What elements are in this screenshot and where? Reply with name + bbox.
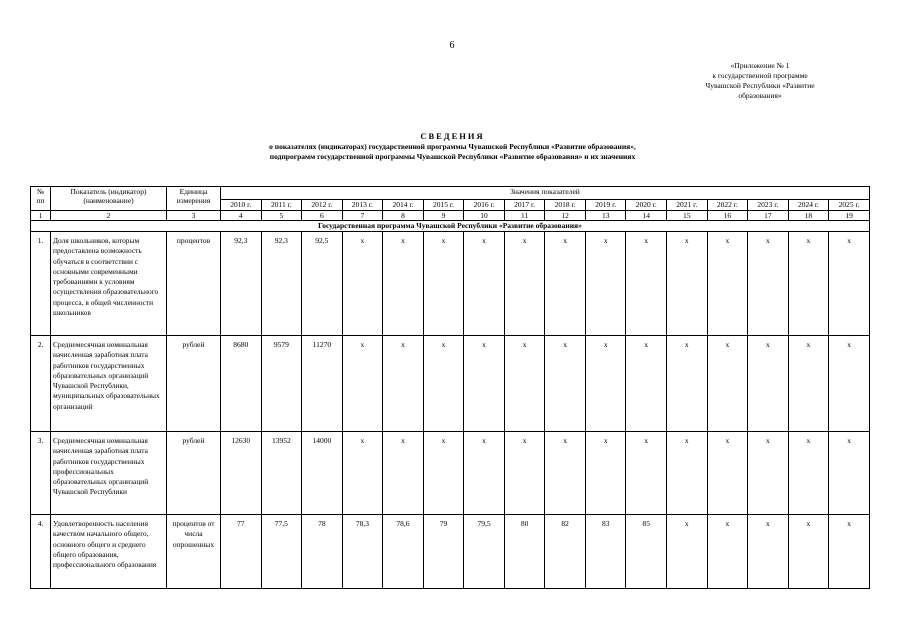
column-number: 12 [545,211,586,221]
title-line-2: подпрограмм государственной программы Чувашской Республики «Развитие образования» и их значениях [269,152,636,161]
indicator-value: 11270 [302,336,343,432]
appendix-line: образования» [738,91,782,100]
indicator-value: х [585,336,626,432]
column-number: 18 [788,211,829,221]
indicator-rows [31,232,870,589]
indicator-value: х [829,515,870,589]
indicator-value: х [464,432,505,515]
indicator-value: х [626,432,667,515]
header-row [31,187,870,200]
indicator-value: х [423,336,464,432]
indicator-unit: процентов от числа опрошенных [167,515,221,589]
year-header: 2016 г. [464,200,505,211]
indicator-value: х [342,432,383,515]
indicator-value: 12630 [221,432,262,515]
indicator-name: Доля школьников, которым предоставлена возможность обучаться в соответствии с основными современными требованиями к условиям осуществления образовательного процесса, в общей численности школьников [51,232,167,336]
indicator-value: 78,6 [383,515,424,589]
year-header: 2011 г. [261,200,302,211]
year-header: 2018 г. [545,200,586,211]
indicator-value: х [504,232,545,336]
indicator-name: Удовлетворенность населения качеством начального общего, основного общего и среднего общего образования, профессионального образования [51,515,167,589]
indicator-value: 14000 [302,432,343,515]
row-number: 3. [31,432,51,515]
table-row [31,515,870,589]
indicator-value: 9579 [261,336,302,432]
indicator-value: х [707,432,748,515]
indicator-value: х [504,432,545,515]
year-header: 2021 г. [667,200,708,211]
indicator-value: х [748,432,789,515]
indicator-value: х [626,336,667,432]
indicator-value: х [748,232,789,336]
year-header: 2015 г. [423,200,464,211]
column-number: 9 [423,211,464,221]
header-indicator: Показатель (индикатор) (наименование) [51,187,167,211]
year-header: 2010 г. [221,200,262,211]
indicator-unit: рублей [167,432,221,515]
appendix-line: Чувашской Республики «Развитие [705,81,815,90]
indicator-value: х [707,336,748,432]
page-number: 6 [449,40,455,51]
indicators-table [30,186,870,589]
indicator-value: х [545,232,586,336]
indicator-value: х [464,336,505,432]
row-number: 2. [31,336,51,432]
indicator-value: х [464,232,505,336]
indicator-value: 78 [302,515,343,589]
column-number: 10 [464,211,505,221]
column-numbers-row [31,211,870,221]
indicator-value: х [383,336,424,432]
year-header: 2024 г. [788,200,829,211]
indicator-value: х [667,432,708,515]
indicator-value: х [585,432,626,515]
indicator-value: х [707,515,748,589]
row-number: 1. [31,232,51,336]
year-header: 2025 г. [829,200,870,211]
indicator-value: х [585,232,626,336]
indicator-value: 77,5 [261,515,302,589]
year-header: 2022 г. [707,200,748,211]
indicator-unit: рублей [167,336,221,432]
column-number: 3 [167,211,221,221]
column-number: 19 [829,211,870,221]
title-main: СВЕДЕНИЯ [420,131,485,141]
header-unit: Единица измерения [167,187,221,211]
indicator-value: х [545,432,586,515]
column-number: 4 [221,211,262,221]
indicator-value: х [383,232,424,336]
column-number: 5 [261,211,302,221]
document-title [0,130,905,162]
indicator-value: 92,3 [261,232,302,336]
header-no: № пп [31,187,51,211]
year-header: 2019 г. [585,200,626,211]
table-row [31,232,870,336]
indicator-value: х [788,432,829,515]
table-row [31,336,870,432]
appendix-note [685,61,835,101]
indicator-value: 79 [423,515,464,589]
column-number: 8 [383,211,424,221]
indicator-unit: процентов [167,232,221,336]
year-header: 2012 г. [302,200,343,211]
indicator-value: х [342,232,383,336]
column-number: 16 [707,211,748,221]
indicator-value: х [748,336,789,432]
column-number: 17 [748,211,789,221]
indicator-value: х [829,232,870,336]
column-number: 6 [302,211,343,221]
indicator-value: 82 [545,515,586,589]
table-row [31,432,870,515]
indicator-value: х [504,336,545,432]
indicator-value: х [667,232,708,336]
indicator-value: х [342,336,383,432]
indicator-value: х [788,336,829,432]
header-values: Значения показателей [221,187,870,200]
column-number: 13 [585,211,626,221]
column-number: 15 [667,211,708,221]
year-header: 2013 г. [342,200,383,211]
indicator-value: х [423,232,464,336]
indicator-value: х [707,232,748,336]
indicator-value: х [626,232,667,336]
indicator-value: 85 [626,515,667,589]
indicator-value: 8680 [221,336,262,432]
indicator-value: 80 [504,515,545,589]
section-row [31,221,870,232]
indicator-value: 77 [221,515,262,589]
column-number: 7 [342,211,383,221]
indicator-value: х [545,336,586,432]
indicator-value: х [667,336,708,432]
column-number: 11 [504,211,545,221]
indicator-value: 13952 [261,432,302,515]
appendix-line: к государственной программе [712,71,808,80]
column-number: 2 [51,211,167,221]
year-header: 2014 г. [383,200,424,211]
indicator-value: 83 [585,515,626,589]
indicator-value: х [788,515,829,589]
section-title: Государственная программа Чувашской Республики «Развитие образования» [31,221,870,232]
title-line-1: о показателях (индикаторах) государственной программы Чувашской Республики «Развитие образования», [269,142,636,151]
indicator-value: 92,5 [302,232,343,336]
column-number: 14 [626,211,667,221]
indicator-value: х [829,432,870,515]
indicator-value: 78,3 [342,515,383,589]
indicator-value: х [748,515,789,589]
indicator-name: Среднемесячная номинальная начисленная заработная плата работников государственных профессиональных образовательных организаций Чувашской Республики [51,432,167,515]
indicator-value: х [667,515,708,589]
year-header: 2017 г. [504,200,545,211]
indicator-value: х [829,336,870,432]
year-header: 2023 г. [748,200,789,211]
indicator-name: Среднемесячная номинальная начисленная заработная плата работников государственных образовательных организаций Чувашской Республики, муниципальных образовательных организаций [51,336,167,432]
column-number: 1 [31,211,51,221]
year-header: 2020 г. [626,200,667,211]
appendix-line: «Приложение № 1 [730,61,790,70]
indicator-value: х [788,232,829,336]
indicator-value: х [383,432,424,515]
indicator-value: 79,5 [464,515,505,589]
indicator-value: 92,3 [221,232,262,336]
indicator-value: х [423,432,464,515]
row-number: 4. [31,515,51,589]
